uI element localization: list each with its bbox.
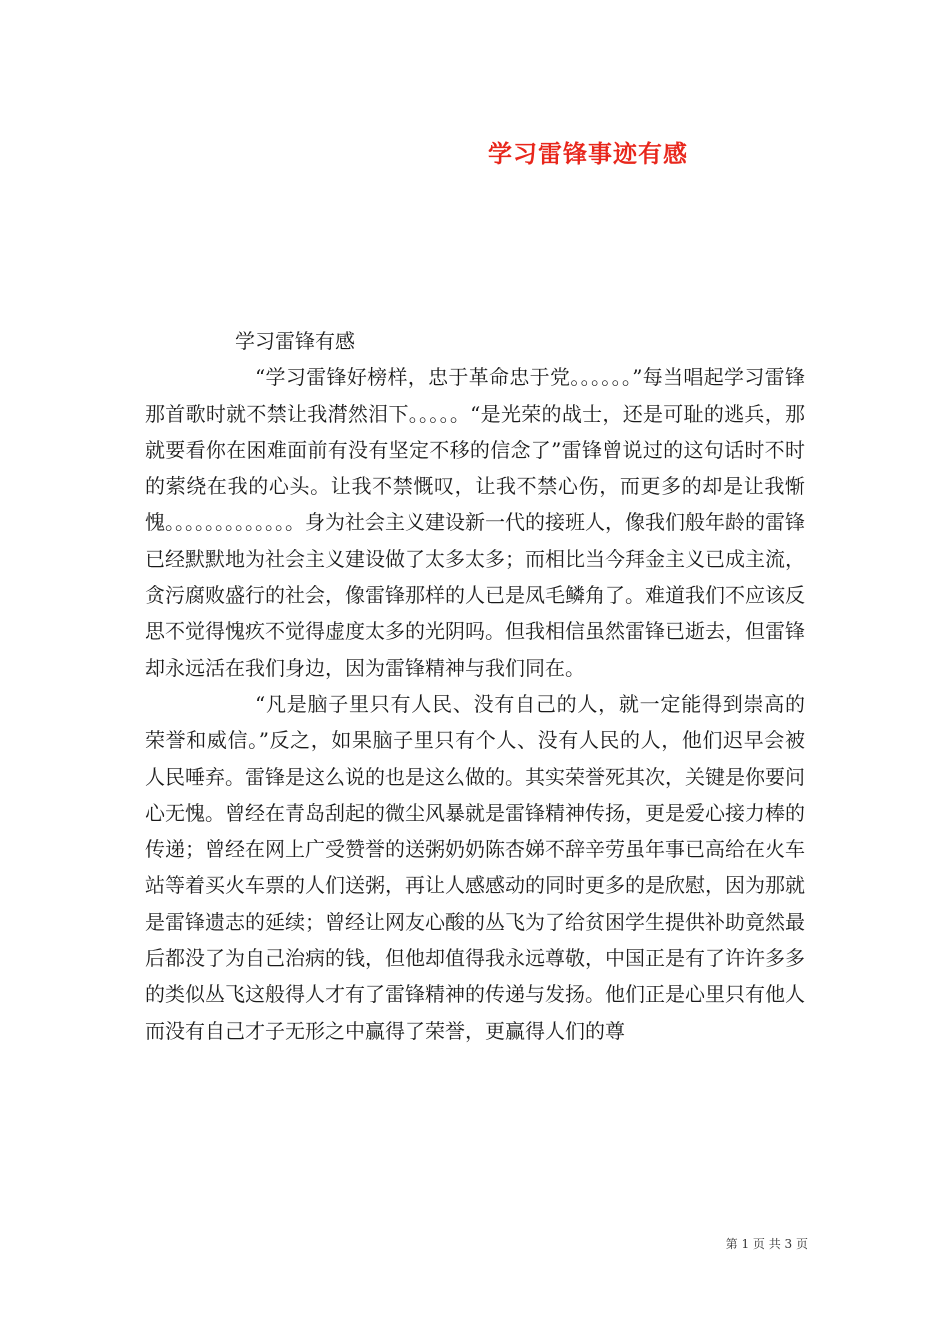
document-body <box>145 323 805 1049</box>
page-number-footer: 第 1 页 共 3 页 <box>725 1237 808 1251</box>
document-title: 学习雷锋事迹有感 <box>488 139 688 168</box>
document-subtitle: 学习雷锋有感 <box>235 329 355 353</box>
paragraph-1: “学习雷锋好榜样，忠于革命忠于党。。。。。。”每当唱起学习雷锋那首歌时就不禁让我潸然泪下。。。。。“是光荣的战士，还是可耻的逃兵，那就要看你在困难面前有没有坚定不移的信念了”雷锋曾说过的这句话时不时的萦绕在我的心头。让我不禁慨叹，让我不禁心伤，而更多的却是让我惭愧。。。。。。。。。。。。。身为社会主义建设新一代的接班人，像我们般年龄的雷锋已经默默地为社会主义建设做了太多太多；而相比当今拜金主义已成主流，贪污腐败盛行的社会，像雷锋那样的人已是凤毛鳞角了。难道我们不应该反思不觉得愧疚不觉得虚度太多的光阴吗。但我相信虽然雷锋已逝去，但雷锋却永远活在我们身边，因为雷锋精神与我们同在。 <box>145 365 805 680</box>
paragraph-2: “凡是脑子里只有人民、没有自己的人，就一定能得到崇高的荣誉和威信。”反之，如果脑子里只有个人、没有人民的人，他们迟早会被人民唾弃。雷锋是这么说的也是这么做的。其实荣誉死其次，关键是你要问心无愧。曾经在青岛刮起的微尘风暴就是雷锋精神传扬，更是爱心接力棒的传递；曾经在网上广受赞誉的送粥奶奶陈杏娣不辞辛劳虽年事已高给在火车站等着买火车票的人们送粥，再让人感感动的同时更多的是欣慰，因为那就是雷锋遗志的延续；曾经让网友心酸的丛飞为了给贫困学生提供补助竟然最后都没了为自己治病的钱，但他却值得我永远尊敬，中国正是有了许许多多的类似丛飞这般得人才有了雷锋精神的传递与发扬。他们正是心里只有他人而没有自己才子无形之中赢得了荣誉，更赢得人们的尊 <box>145 691 805 1043</box>
